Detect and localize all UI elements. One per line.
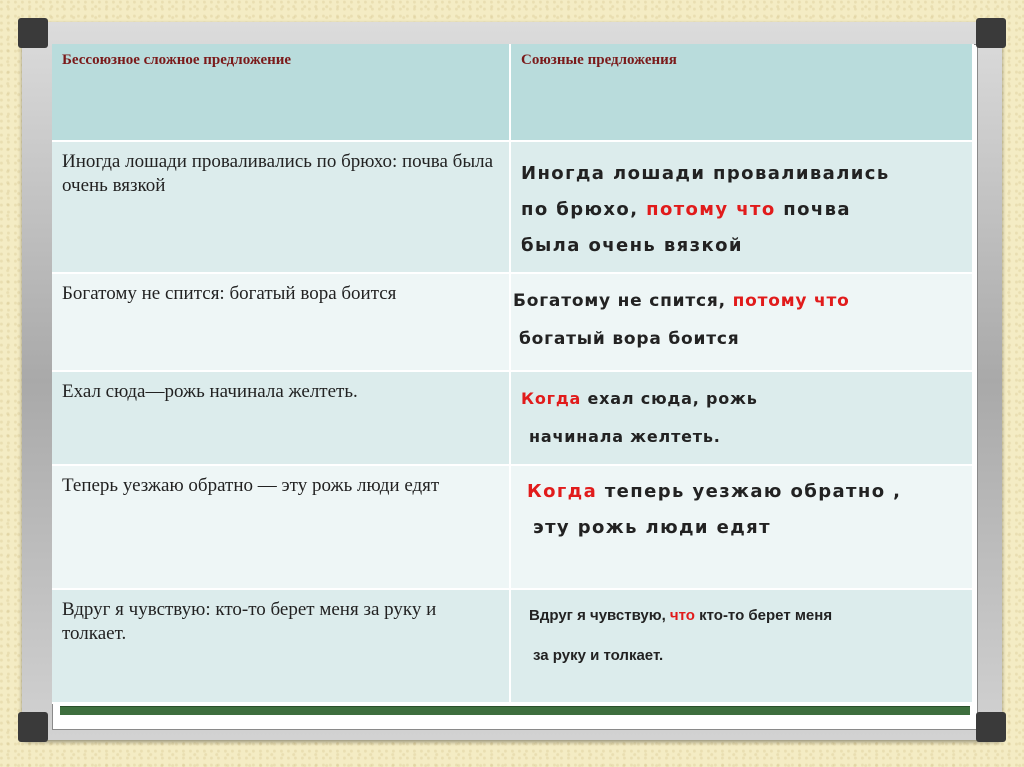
sentence-text: за руку и толкает. xyxy=(533,647,664,664)
table-row xyxy=(52,273,973,371)
conjunctive-sentence xyxy=(510,465,973,589)
sentence-text: почва xyxy=(775,199,851,220)
sentence-text: по брюхо, xyxy=(521,199,647,220)
header-asyndetic: Бессоюзное сложное предложение xyxy=(52,44,510,141)
frame-corner-top-right xyxy=(976,18,1006,48)
conjunction-highlight: что xyxy=(669,607,695,624)
table-row xyxy=(52,371,973,465)
frame-corner-bottom-right xyxy=(976,712,1006,742)
asyndetic-sentence: Иногда лошади проваливались по брюхо: почва была очень вязкой xyxy=(52,141,510,273)
sentence-text: кто-то берет меня xyxy=(694,607,833,624)
table-header-row xyxy=(52,44,973,141)
sentence-text: ехал сюда, рожь xyxy=(581,389,758,408)
asyndetic-sentence: Вдруг я чувствую: кто-то берет меня за руку и толкает. xyxy=(52,589,510,703)
frame-corner-bottom-left xyxy=(18,712,48,742)
comparison-table xyxy=(52,44,974,704)
conjunctive-sentence xyxy=(510,141,973,273)
sentence-text: Богатому не спится, xyxy=(513,291,733,311)
asyndetic-sentence: Ехал сюда—рожь начинала желтеть. xyxy=(52,371,510,465)
table-row xyxy=(52,589,973,703)
conjunctive-sentence xyxy=(510,589,973,703)
conjunctive-sentence xyxy=(510,371,973,465)
frame-corner-top-left xyxy=(18,18,48,48)
conjunctive-sentence xyxy=(510,273,973,371)
asyndetic-sentence: Богатому не спится: богатый вора боится xyxy=(52,273,510,371)
sentence-text: Вдруг я чувствую, xyxy=(529,607,670,624)
conjunction-highlight: Когда xyxy=(521,389,582,408)
marker-tray xyxy=(60,706,970,715)
table-row xyxy=(52,141,973,273)
conjunction-highlight: Когда xyxy=(527,481,598,502)
table-row xyxy=(52,465,973,589)
asyndetic-sentence: Теперь уезжаю обратно — эту рожь люди едят xyxy=(52,465,510,589)
sentence-text: была очень вязкой xyxy=(521,235,743,256)
header-conjunctive: Союзные предложения xyxy=(510,44,973,141)
sentence-text: эту рожь люди едят xyxy=(533,517,771,538)
sentence-text: теперь уезжаю обратно , xyxy=(597,481,902,502)
sentence-text: начинала желтеть. xyxy=(529,427,721,446)
conjunction-highlight: потому что xyxy=(732,291,850,311)
sentence-text: Иногда лошади проваливались xyxy=(521,163,890,184)
sentence-text: богатый вора боится xyxy=(519,329,740,349)
conjunction-highlight: потому что xyxy=(646,199,776,220)
